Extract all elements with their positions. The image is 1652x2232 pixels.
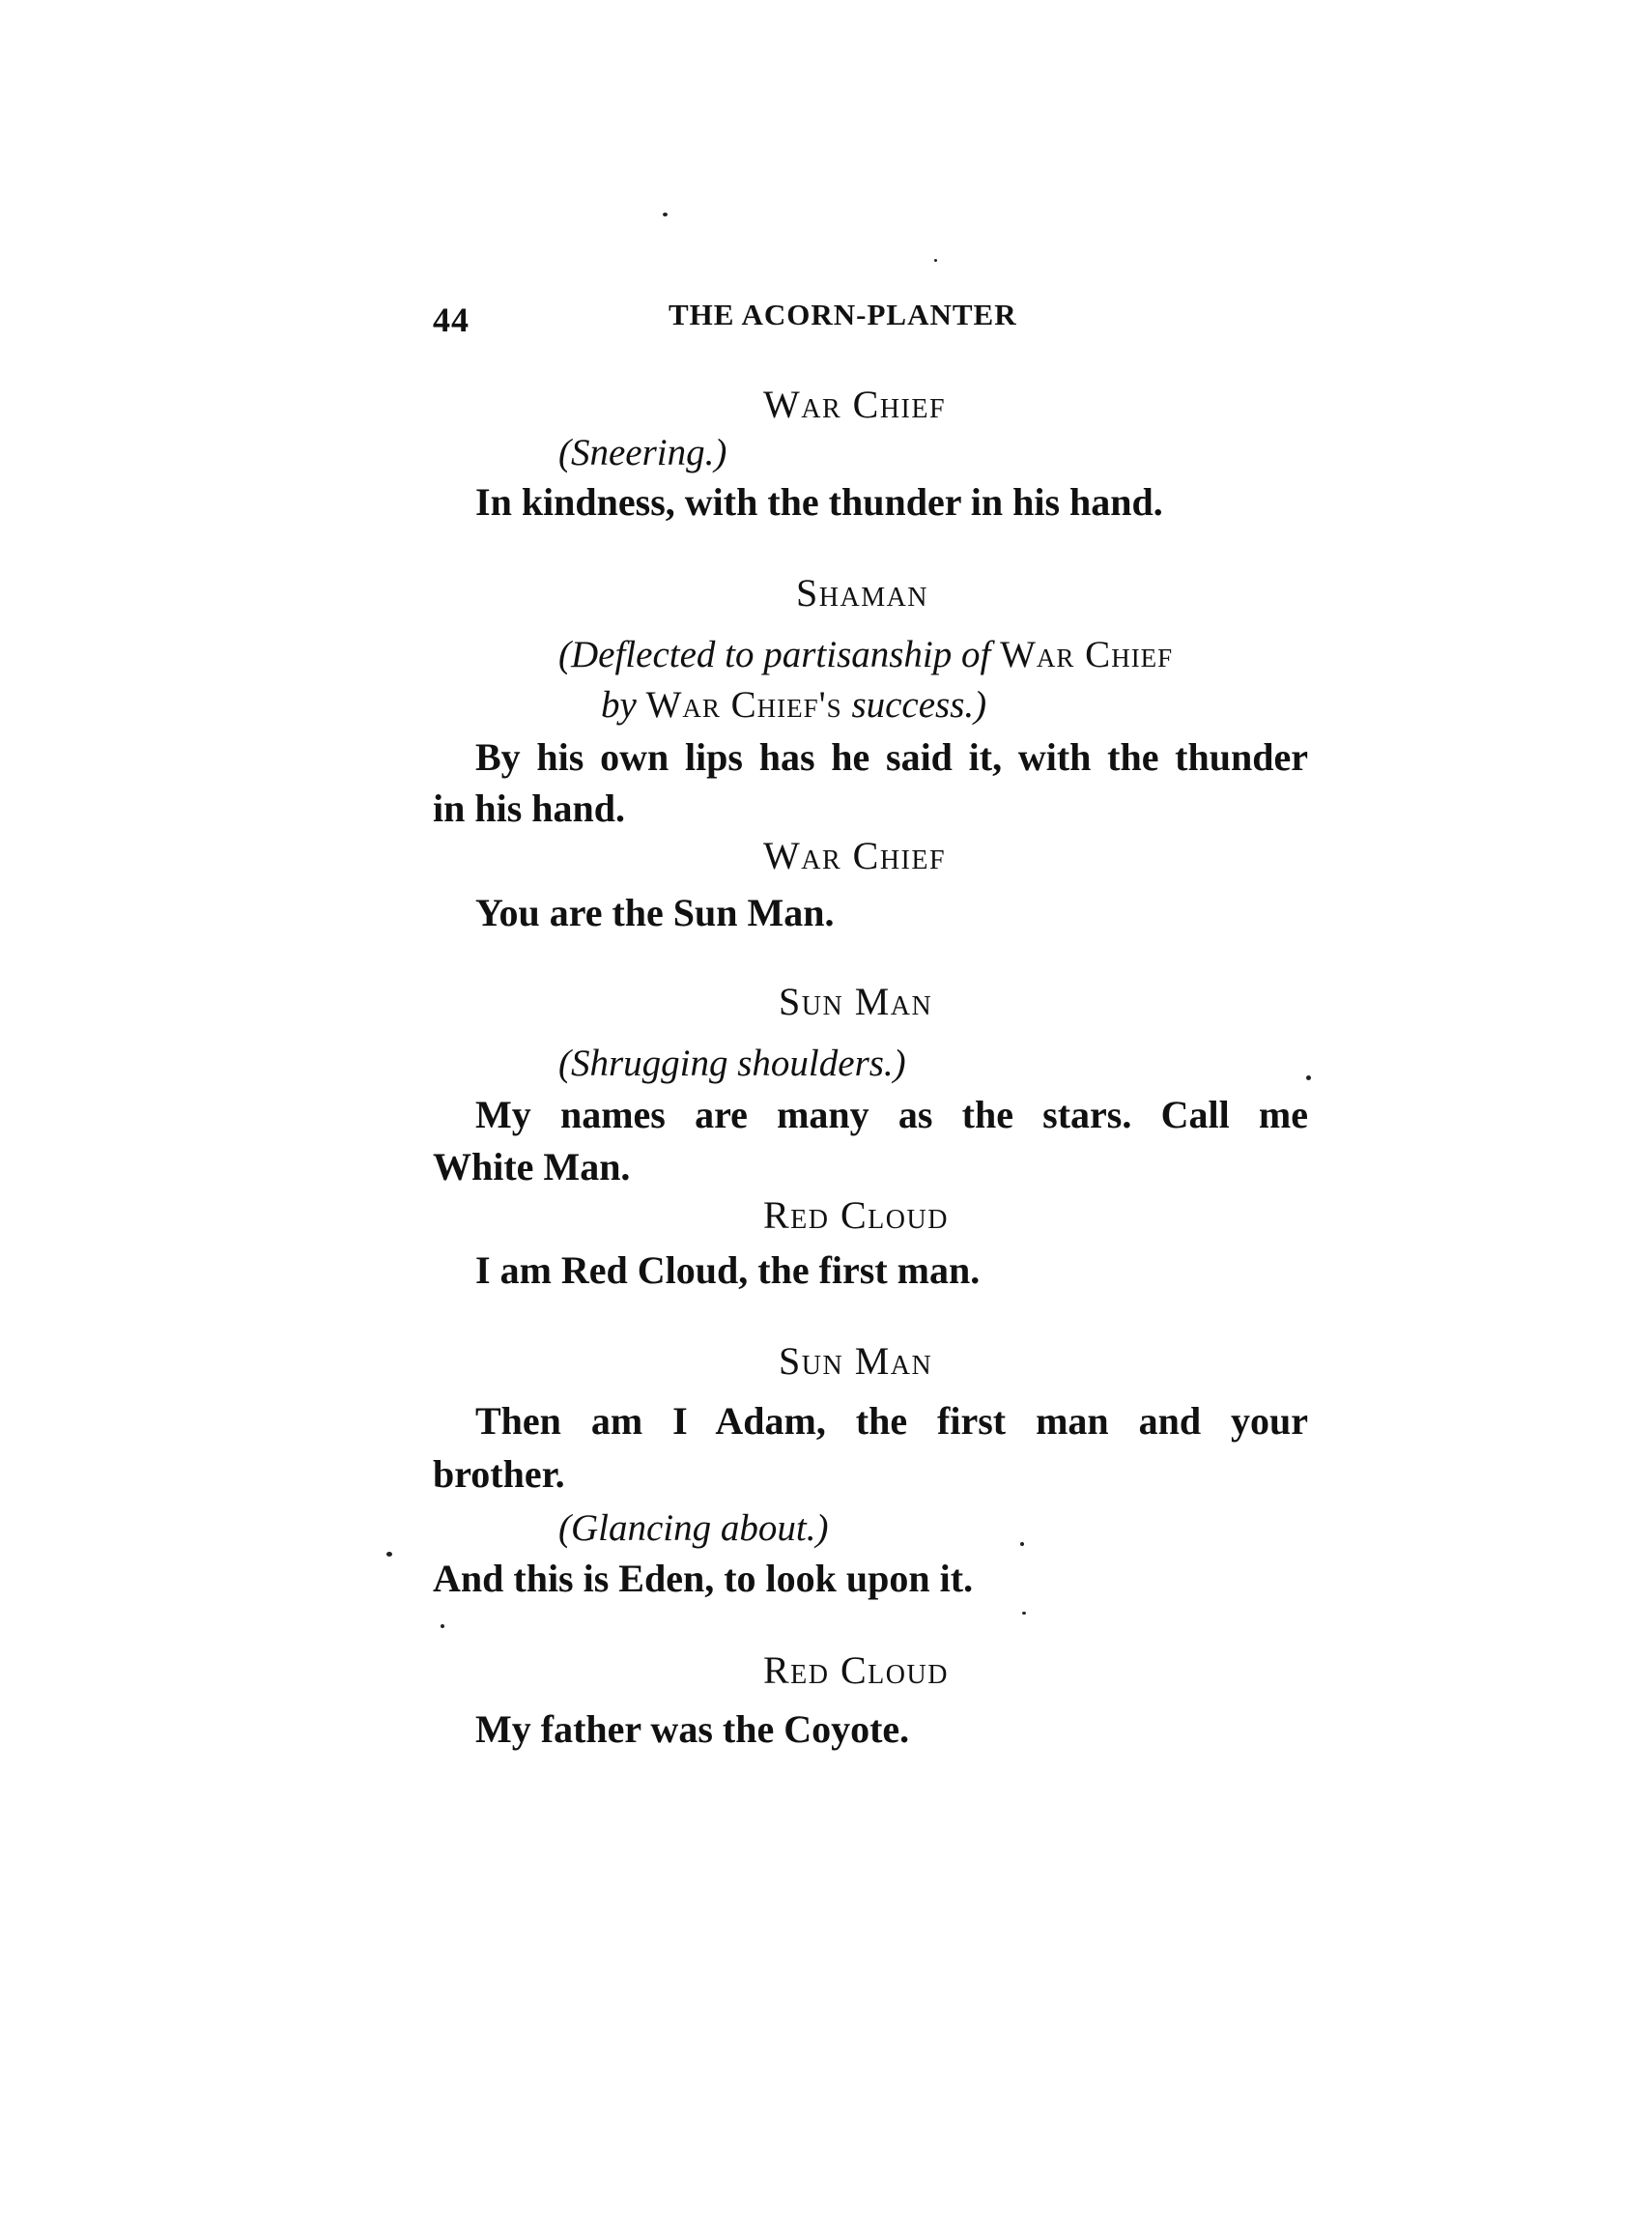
- dialogue-line: Then am I Adam, the first man and your: [475, 1399, 1308, 1443]
- running-title: THE ACORN-PLANTER: [669, 298, 1017, 331]
- direction-text: success.): [851, 684, 987, 726]
- dialogue-line: brother.: [433, 1452, 565, 1496]
- dialogue-line: in his hand.: [433, 787, 626, 830]
- dialogue-line: My father was the Coyote.: [475, 1707, 910, 1751]
- dialogue-line: And this is Eden, to look upon it.: [433, 1557, 974, 1600]
- dialogue-line: My names are many as the stars. Call me: [475, 1093, 1308, 1136]
- scan-speck: [386, 1552, 392, 1557]
- stage-direction: [558, 632, 1173, 678]
- page-number: 44: [433, 300, 470, 339]
- stage-direction: [558, 1505, 828, 1552]
- page-header: [433, 292, 1322, 350]
- direction-name: War Chief: [1000, 634, 1174, 675]
- scan-speck: [1306, 1075, 1311, 1080]
- speaker-war-chief: War Chief: [763, 383, 947, 426]
- direction-text: (Deflected to partisanship of: [558, 634, 991, 675]
- dialogue-line: By his own lips has he said it, with the thunder: [475, 735, 1308, 779]
- speaker-shaman: Shaman: [796, 571, 929, 615]
- direction-text: by: [601, 684, 637, 726]
- direction-text: (Shrugging shoulders.): [558, 1043, 906, 1084]
- scan-speck: [1020, 1542, 1024, 1546]
- speaker-red-cloud: Red Cloud: [763, 1648, 949, 1692]
- dialogue-line: I am Red Cloud, the first man.: [475, 1248, 981, 1292]
- dialogue-line: White Man.: [433, 1145, 631, 1188]
- stage-direction: [558, 430, 726, 476]
- speaker-war-chief: War Chief: [763, 834, 947, 877]
- stage-direction: [601, 682, 986, 729]
- scan-speck: [1022, 1612, 1026, 1615]
- stage-direction: [558, 1041, 906, 1087]
- scan-speck: [441, 1624, 444, 1628]
- speaker-sun-man: Sun Man: [779, 980, 933, 1023]
- direction-name: War Chief's: [645, 684, 842, 726]
- speaker-sun-man: Sun Man: [779, 1339, 933, 1383]
- scan-speck: [934, 259, 937, 262]
- direction-text: (Glancing about.): [558, 1507, 829, 1549]
- scan-speck: [663, 213, 668, 216]
- direction-text: (Sneering.): [558, 432, 727, 473]
- dialogue-line: You are the Sun Man.: [475, 891, 835, 934]
- dialogue-line: In kindness, with the thunder in his hand.: [475, 480, 1163, 524]
- speaker-red-cloud: Red Cloud: [763, 1193, 949, 1237]
